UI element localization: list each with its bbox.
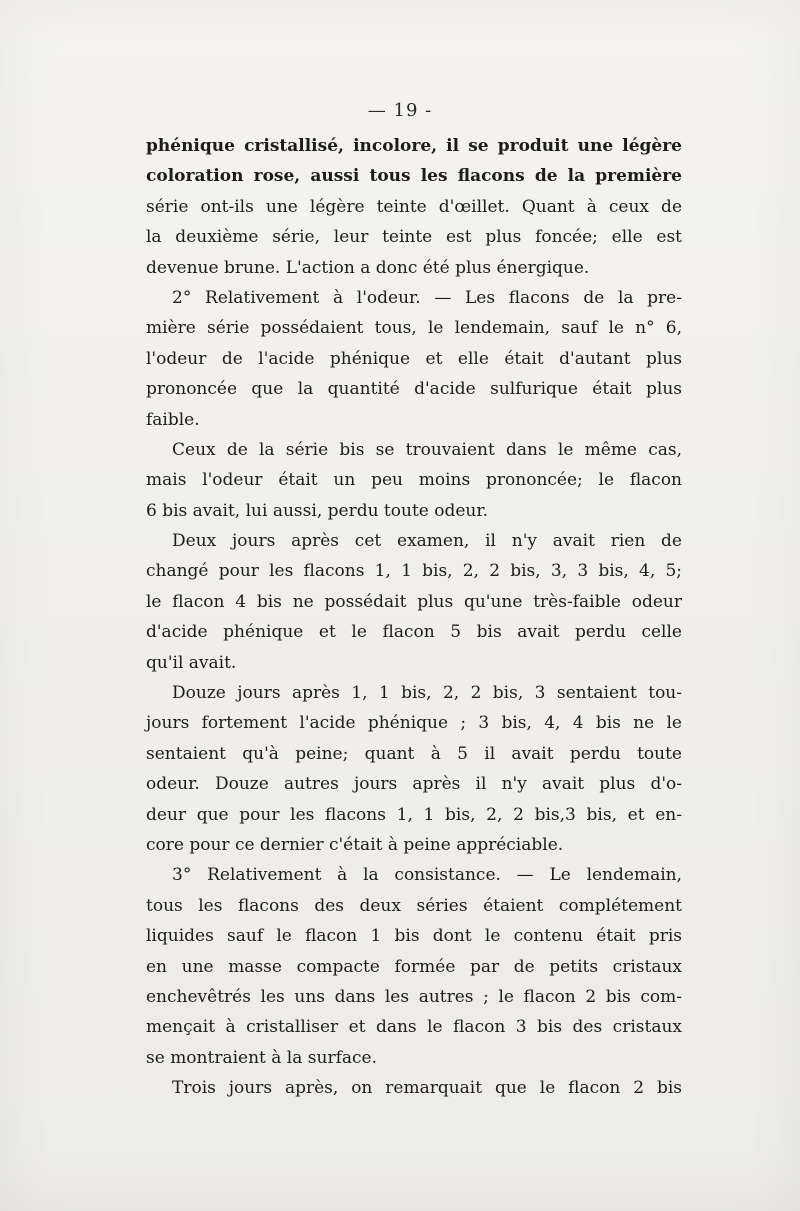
- text-line: odeur. Douze autres jours après il n'y avait plus d'o-: [146, 774, 682, 795]
- text-line: tous les flacons des deux séries étaient complétement: [146, 895, 682, 916]
- text-line: en une masse compacte formée par de petits cristaux: [146, 956, 682, 977]
- text-line: changé pour les flacons 1, 1 bis, 2, 2 bis, 3, 3 bis, 4, 5;: [146, 561, 682, 582]
- body-text: [146, 131, 682, 1104]
- page-number: — 19 -: [367, 100, 433, 121]
- text-line: l'odeur de l'acide phénique et elle était d'autant plus: [146, 348, 682, 369]
- text-line: coloration rose, aussi tous les flacons de la première: [146, 166, 682, 187]
- text-line: jours fortement l'acide phénique ; 3 bis, 4, 4 bis ne le: [146, 713, 682, 734]
- text-line: Trois jours après, on remarquait que le flacon 2 bis: [172, 1078, 682, 1099]
- text-line: mençait à cristalliser et dans le flacon 3 bis des cristaux: [146, 1017, 682, 1038]
- text-line: core pour ce dernier c'était à peine appréciable.: [146, 834, 564, 855]
- text-line: mais l'odeur était un peu moins prononcée; le flacon: [146, 470, 682, 491]
- text-line: phénique cristallisé, incolore, il se produit une légère: [146, 136, 682, 156]
- text-line: 6 bis avait, lui aussi, perdu toute odeur.: [146, 500, 489, 521]
- text-line: la deuxième série, leur teinte est plus foncée; elle est: [146, 227, 682, 248]
- text-line: devenue brune. L'action a donc été plus énergique.: [146, 257, 590, 278]
- text-line: prononcée que la quantité d'acide sulfurique était plus: [146, 379, 682, 400]
- text-line: qu'il avait.: [146, 652, 237, 673]
- text-line: Douze jours après 1, 1 bis, 2, 2 bis, 3 sentaient tou-: [172, 683, 682, 704]
- text-line: le flacon 4 bis ne possédait plus qu'une très-faible odeur: [146, 591, 682, 612]
- text-line: sentaient qu'à peine; quant à 5 il avait perdu toute: [146, 743, 682, 764]
- text-line: deur que pour les flacons 1, 1 bis, 2, 2 bis,3 bis, et en-: [146, 804, 682, 825]
- text-line: enchevêtrés les uns dans les autres ; le flacon 2 bis com-: [146, 986, 682, 1007]
- text-line: d'acide phénique et le flacon 5 bis avait perdu celle: [146, 622, 682, 643]
- text-line: Ceux de la série bis se trouvaient dans le même cas,: [172, 439, 682, 460]
- text-line: série ont-ils une légère teinte d'œillet. Quant à ceux de: [146, 196, 682, 217]
- text-line: Deux jours après cet examen, il n'y avait rien de: [172, 531, 682, 552]
- text-line: 2° Relativement à l'odeur. — Les flacons de la pre-: [172, 287, 682, 308]
- text-line: 3° Relativement à la consistance. — Le lendemain,: [172, 865, 682, 886]
- text-line: se montraient à la surface.: [146, 1047, 377, 1068]
- text-line: faible.: [146, 409, 200, 430]
- text-line: liquides sauf le flacon 1 bis dont le contenu était pris: [146, 926, 682, 947]
- text-line: mière série possédaient tous, le lendemain, sauf le n° 6,: [146, 318, 682, 339]
